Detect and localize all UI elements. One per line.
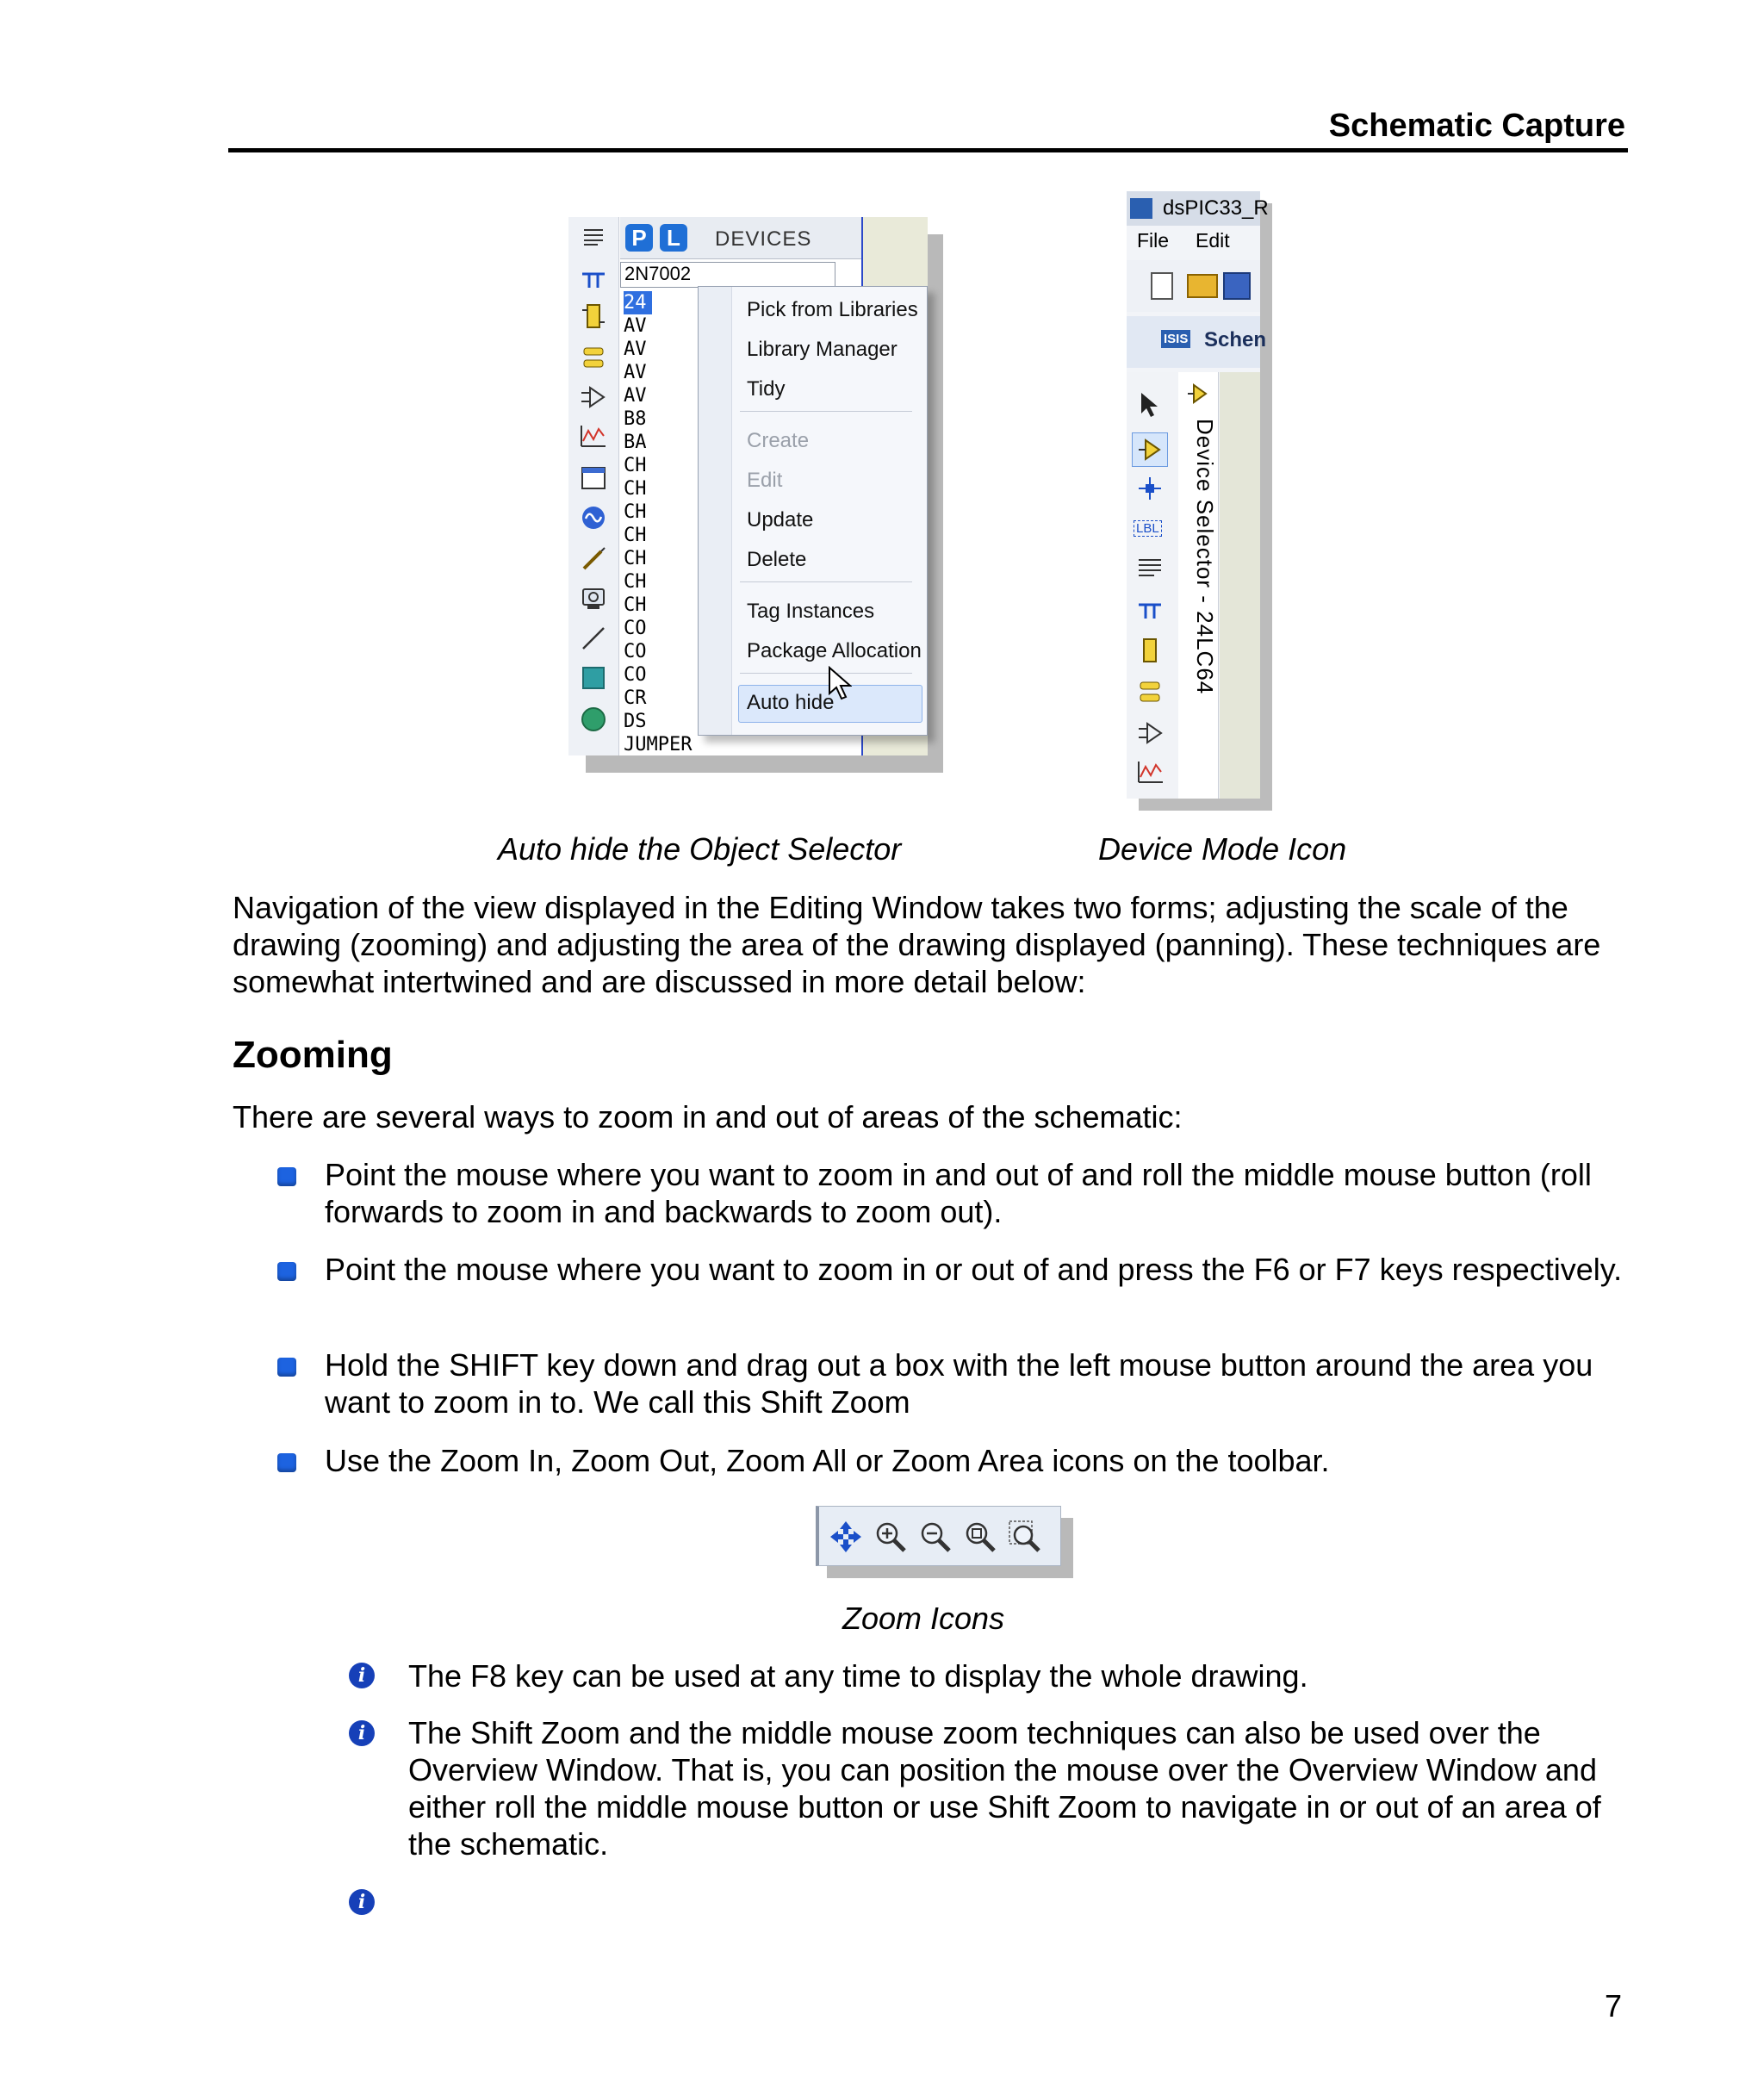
graph-mode-icon[interactable]: [1137, 760, 1165, 790]
device-selector-collapsed[interactable]: [1178, 372, 1219, 799]
device-list-item[interactable]: JUMPER: [624, 734, 693, 755]
bus-icon[interactable]: [579, 343, 608, 372]
schematic-tab-label: Schen: [1204, 328, 1267, 351]
device-selector-vertical-title: Device Selector - 24LC64: [1192, 419, 1218, 695]
zoom-all-icon[interactable]: [962, 1519, 998, 1555]
zooming-lead: There are several ways to zoom in and out of areas of the schematic:: [233, 1099, 1183, 1135]
device-list-item[interactable]: CO: [624, 641, 647, 662]
device-list-item[interactable]: CH: [624, 478, 647, 500]
graph-icon[interactable]: [579, 422, 608, 451]
library-manager-button[interactable]: L: [660, 224, 687, 252]
device-list-item[interactable]: CH: [624, 525, 647, 546]
list-item: Point the mouse where you want to zoom in and out of and roll the middle mouse button (roll forwards to zoom in and backwards to zoom out).: [325, 1157, 1592, 1229]
device-list-item[interactable]: CR: [624, 687, 647, 709]
menu-item-library-manager[interactable]: Library Manager: [747, 338, 898, 361]
bullet-marker-icon: [277, 1453, 296, 1472]
pick-devices-button[interactable]: P: [625, 224, 653, 252]
device-list-item[interactable]: AV: [624, 315, 647, 337]
pan-icon[interactable]: [828, 1519, 864, 1555]
subcircuit-icon[interactable]: [1137, 636, 1163, 669]
menu-bar: [1127, 227, 1260, 257]
menu-item-pick-from-libraries[interactable]: Pick from Libraries: [747, 298, 918, 321]
intro-paragraph: Navigation of the view displayed in the Editing Window takes two forms; adjusting the scale of the drawing (zooming) and adjusting the area of the drawing displayed (panning). These techniques are somewhat intertwined and are discussed in more detail below:: [233, 890, 1601, 999]
device-list-item[interactable]: 24: [624, 291, 652, 314]
device-selector-pin-icon: [1187, 382, 1209, 409]
info-note: The Shift Zoom and the middle mouse zoom techniques can also be used over the Overview Window. That is, you can position the mouse over the Overview Window and either roll the middle mouse button or use Shift Zoom to navigate in or out of an area of the schematic.: [408, 1715, 1601, 1862]
circle-icon[interactable]: [579, 705, 608, 734]
new-file-icon[interactable]: [1151, 272, 1173, 300]
device-list-item[interactable]: B8: [624, 408, 647, 430]
object-selector-figure: [568, 217, 926, 755]
save-icon[interactable]: [1223, 272, 1251, 300]
device-list-item[interactable]: CO: [624, 618, 647, 639]
list-item: Use the Zoom In, Zoom Out, Zoom All or Zoom Area icons on the toolbar.: [325, 1443, 1330, 1478]
terminal-list-icon[interactable]: [579, 222, 608, 252]
text-script-icon[interactable]: [1137, 556, 1163, 583]
menu-item-auto-hide[interactable]: Auto hide: [747, 691, 835, 714]
zooming-heading: Zooming: [233, 1034, 393, 1076]
menu-file[interactable]: File: [1137, 229, 1170, 252]
page-number: 7: [1604, 1988, 1622, 2024]
device-list-item[interactable]: AV: [624, 385, 647, 407]
component-icon[interactable]: [579, 302, 608, 331]
device-list-item[interactable]: CH: [624, 455, 647, 476]
mode-toolbar-vertical: [1127, 372, 1179, 799]
context-menu-gutter: [699, 287, 732, 735]
menu-item-update[interactable]: Update: [747, 508, 814, 532]
device-list-item[interactable]: CO: [624, 664, 647, 686]
zoom-in-icon[interactable]: [873, 1519, 909, 1555]
isis-badge-icon: ISIS: [1161, 330, 1190, 348]
figure2-caption: Device Mode Icon: [1098, 831, 1347, 867]
menu-item-tag-instances[interactable]: Tag Instances: [747, 600, 875, 623]
box-icon[interactable]: [579, 663, 608, 693]
selected-device-field[interactable]: 2N7002: [620, 262, 835, 288]
menu-edit[interactable]: Edit: [1196, 229, 1230, 252]
line-icon[interactable]: [579, 624, 608, 653]
menu-item-delete[interactable]: Delete: [747, 548, 807, 571]
junction-dot-icon[interactable]: [1137, 476, 1163, 506]
tape-recorder-icon[interactable]: [579, 463, 608, 493]
bullet-marker-icon: [277, 1262, 296, 1281]
mode-toolbar: [568, 217, 619, 755]
voltage-probe-icon[interactable]: [579, 544, 608, 574]
list-item: Point the mouse where you want to zoom in or out of and press the F6 or F7 keys respectively.: [325, 1252, 1623, 1287]
file-toolbar: [1127, 260, 1260, 312]
info-icon: i: [349, 1889, 375, 1915]
devices-label: DEVICES: [715, 227, 812, 251]
device-list-item[interactable]: CH: [624, 571, 647, 593]
menu-separator: [740, 411, 912, 412]
header-rule: [228, 148, 1628, 152]
generator-icon[interactable]: [579, 382, 608, 412]
info-icon: i: [349, 1720, 375, 1746]
menu-item-create[interactable]: Create: [747, 429, 810, 452]
bullet-marker-icon: [277, 1358, 296, 1377]
device-list-item[interactable]: CH: [624, 594, 647, 616]
menu-item-edit[interactable]: Edit: [747, 469, 783, 492]
menu-item-package-allocation[interactable]: Package Allocation: [747, 639, 922, 662]
device-list-item[interactable]: CH: [624, 548, 647, 569]
window-title-bar: [1127, 191, 1269, 226]
device-list-item[interactable]: AV: [624, 362, 647, 383]
wire-label-icon[interactable]: LBL: [1134, 520, 1162, 537]
device-pins-icon[interactable]: [1137, 720, 1165, 750]
window-title: dsPIC33_R: [1163, 196, 1269, 220]
component-mode-icon[interactable]: [1132, 432, 1168, 467]
zoom-area-icon[interactable]: [1007, 1519, 1043, 1555]
device-list-item[interactable]: AV: [624, 339, 647, 360]
context-menu: [698, 286, 928, 736]
running-header: Schematic Capture: [1328, 108, 1625, 144]
open-folder-icon[interactable]: [1187, 274, 1218, 298]
signal-generator-icon[interactable]: [579, 503, 608, 532]
virtual-instrument-icon[interactable]: [579, 584, 608, 613]
zoom-toolbar: [816, 1506, 1061, 1566]
zoom-out-icon[interactable]: [917, 1519, 953, 1555]
selection-mode-icon[interactable]: [1139, 391, 1161, 423]
device-list-item[interactable]: CH: [624, 501, 647, 523]
junction-icon[interactable]: [579, 262, 608, 291]
bullet-marker-icon: [277, 1167, 296, 1186]
list-item: Hold the SHIFT key down and drag out a box with the left mouse button around the area you want to zoom in to. We call this Shift Zoom: [325, 1347, 1593, 1420]
mouse-cursor-icon: [828, 666, 852, 705]
bus-mode-icon[interactable]: [1137, 594, 1163, 625]
editing-area-edge: [1220, 372, 1260, 799]
device-list-item[interactable]: DS: [624, 711, 647, 732]
menu-item-tidy[interactable]: Tidy: [747, 377, 786, 401]
menu-separator: [740, 581, 912, 582]
figure1-caption: Auto hide the Object Selector: [498, 831, 902, 867]
device-list-item[interactable]: BA: [624, 432, 647, 453]
info-icon: i: [349, 1663, 375, 1688]
devices-header: [620, 217, 861, 259]
app-logo-icon: [1130, 198, 1152, 219]
device-mode-figure: [1127, 191, 1269, 799]
info-note: The F8 key can be used at any time to display the whole drawing.: [408, 1658, 1308, 1694]
zoom-icons-caption: Zoom Icons: [842, 1601, 1005, 1636]
menu-separator: [740, 673, 912, 674]
terminals-icon[interactable]: [1137, 679, 1163, 709]
schematic-tab[interactable]: [1127, 316, 1267, 368]
